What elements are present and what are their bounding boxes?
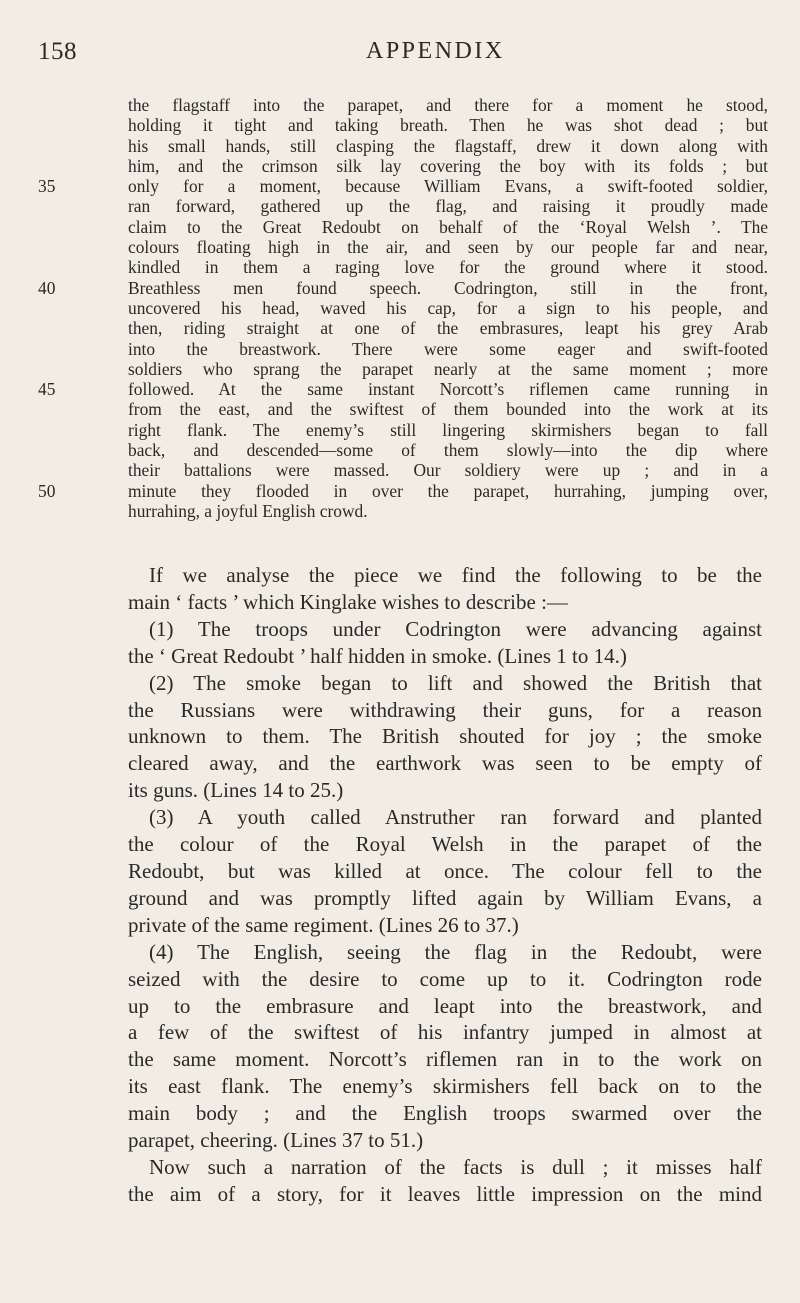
commentary-line: (1) The troops under Codrington were advancing against [149, 616, 762, 641]
quote-line-text: hurrahing, a joyful English crowd. [128, 500, 368, 521]
commentary-line: parapet, cheering. (Lines 37 to 51.) [128, 1128, 424, 1153]
commentary-line: main body ; and the English troops swarmed over the [128, 1101, 762, 1126]
commentary-line: main ‘ facts ’ which Kinglake wishes to describe :— [128, 589, 568, 614]
quote-line [38, 237, 768, 257]
running-head-title: APPENDIX [366, 38, 505, 64]
quote-line [38, 399, 768, 419]
quoted-passage [38, 95, 768, 521]
quote-line-text: from the east, and the swiftest of them bounded into the work at its [128, 399, 768, 420]
quote-line-text: right flank. The enemy’s still lingering skirmishers began to fall [128, 419, 768, 440]
quote-line [38, 481, 768, 501]
commentary-line: the Russians were withdrawing their guns, for a reason [128, 697, 762, 722]
commentary-text [128, 562, 762, 1208]
quote-line-text: Breathless men found speech. Codrington, still in the front, [128, 277, 768, 298]
line-number: 45 [38, 379, 56, 400]
quote-line [38, 257, 768, 277]
commentary-line: unknown to them. The British shouted for joy ; the smoke [128, 724, 762, 749]
quote-line-text: holding it tight and taking breath. Then he was shot dead ; but [128, 115, 768, 136]
commentary-line: If we analyse the piece we find the following to be the [149, 563, 762, 587]
quote-line [38, 318, 768, 338]
commentary-line: Now such a narration of the facts is dull ; it misses half [149, 1154, 762, 1179]
quote-line [38, 136, 768, 156]
quote-line [38, 176, 768, 196]
quote-line [38, 298, 768, 318]
line-number: 40 [38, 277, 56, 298]
quote-line [38, 156, 768, 176]
quote-line [38, 359, 768, 379]
quote-line [38, 196, 768, 216]
commentary-line: (4) The English, seeing the flag in the Redoubt, were [149, 939, 762, 964]
quote-line-text: the flagstaff into the parapet, and there for a moment he stood, [128, 95, 768, 115]
quote-line [38, 278, 768, 298]
quote-line-text: only for a moment, because William Evans, a swift-footed soldier, [128, 176, 768, 197]
commentary-line: up to the embrasure and leapt into the breastwork, and [128, 993, 762, 1018]
quote-line [38, 95, 768, 115]
line-number: 35 [38, 176, 56, 197]
quote-line-text: colours floating high in the air, and seen by our people far and near, [128, 237, 768, 258]
quote-line [38, 379, 768, 399]
quote-line [38, 460, 768, 480]
quote-line [38, 217, 768, 237]
quote-line-text: then, riding straight at one of the embrasures, leapt his grey Arab [128, 318, 768, 339]
quote-line-text: followed. At the same instant Norcott’s riflemen came running in [128, 379, 768, 400]
commentary-line: private of the same regiment. (Lines 26 to 37.) [128, 912, 519, 937]
quote-line [38, 440, 768, 460]
commentary-line: the ‘ Great Redoubt ’ half hidden in smoke. (Lines 1 to 14.) [128, 643, 627, 668]
quote-line-text: his small hands, still clasping the flagstaff, drew it down along with [128, 135, 768, 156]
quote-line [38, 501, 768, 521]
commentary-line: Redoubt, but was killed at once. The colour fell to the [128, 858, 762, 883]
quote-line-text: into the breastwork. There were some eager and swift-footed [128, 338, 768, 359]
quote-line-text: him, and the crimson silk lay covering the boy with its folds ; but [128, 155, 768, 176]
commentary-line: ground and was promptly lifted again by William Evans, a [128, 885, 762, 910]
quote-line-text: back, and descended—some of them slowly—into the dip where [128, 440, 768, 461]
quote-line-text: claim to the Great Redoubt on behalf of the ‘Royal Welsh ’. The [128, 216, 768, 237]
quote-line-text: their battalions were massed. Our soldiery were up ; and in a [128, 460, 768, 481]
commentary-line: (2) The smoke began to lift and showed the British that [149, 670, 762, 695]
running-head [38, 38, 740, 68]
commentary-line: its east flank. The enemy’s skirmishers fell back on to the [128, 1074, 762, 1099]
page-number: 158 [38, 38, 77, 65]
commentary-line: the colour of the Royal Welsh in the parapet of the [128, 832, 762, 857]
line-number: 50 [38, 480, 56, 501]
commentary-line: its guns. (Lines 14 to 25.) [128, 778, 344, 803]
commentary-line: cleared away, and the earthwork was seen to be empty of [128, 751, 762, 776]
commentary-line: the same moment. Norcott’s riflemen ran in to the work on [128, 1047, 762, 1072]
commentary-line: (3) A youth called Anstruther ran forward and planted [149, 805, 762, 830]
quote-line [38, 339, 768, 359]
commentary-line: the aim of a story, for it leaves little impression on the mind [128, 1181, 762, 1206]
quote-line-text: kindled in them a raging love for the ground where it stood. [128, 257, 768, 278]
commentary-line: a few of the swiftest of his infantry jumped in almost at [128, 1020, 762, 1045]
quote-line [38, 115, 768, 135]
quote-line-text: uncovered his head, waved his cap, for a sign to his people, and [128, 297, 768, 318]
quote-line-text: soldiers who sprang the parapet nearly at the same moment ; more [128, 358, 768, 379]
quote-line-text: ran forward, gathered up the flag, and raising it proudly made [128, 196, 768, 217]
commentary-line: seized with the desire to come up to it. Codrington rode [128, 966, 762, 991]
quote-line [38, 420, 768, 440]
quote-line-text: minute they flooded in over the parapet, hurrahing, jumping over, [128, 480, 768, 501]
